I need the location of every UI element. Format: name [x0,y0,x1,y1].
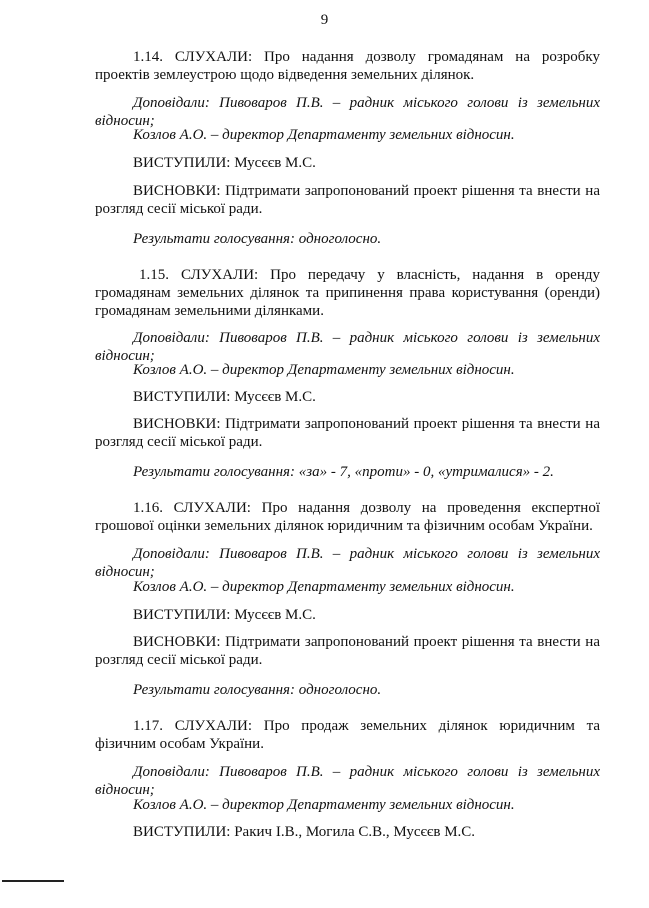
section-1-15-reported-1: Доповідали: Пивоваров П.В. – радник міського голови із земельних відносин; [95,330,600,364]
section-1-17-spoke: ВИСТУПИЛИ: Ракич І.В., Могила С.В., Мусєєв М.С. [133,824,476,840]
section-1-14-spoke: ВИСТУПИЛИ: Мусєєв М.С. [133,155,316,171]
section-1-17-reported-1: Доповідали: Пивоваров П.В. – радник міського голови із земельних відносин; [95,764,600,798]
section-1-16-voting: Результати голосування: одноголосно. [133,682,382,698]
section-1-16-reported-1: Доповідали: Пивоваров П.В. – радник міського голови із земельних відносин; [95,546,600,580]
section-1-14-voting: Результати голосування: одноголосно. [133,231,382,247]
section-1-14-reported-1: Доповідали: Пивоваров П.В. – радник міського голови із земельних відносин; [95,95,600,129]
section-1-15-voting: Результати голосування: «за» - 7, «проти» - 0, «утрималися» - 2. [133,464,554,480]
section-1-15-reported-2: Козлов А.О. – директор Департаменту земельних відносин. [133,362,515,378]
section-1-15-spoke: ВИСТУПИЛИ: Мусєєв М.С. [133,389,316,405]
footer-divider [2,880,64,882]
section-1-15-conclusions: ВИСНОВКИ: Підтримати запропонований проект рішення та внести на розгляд сесії міської ради. [95,416,600,450]
section-1-16-spoke: ВИСТУПИЛИ: Мусєєв М.С. [133,607,316,623]
section-1-14-heard: 1.14. СЛУХАЛИ: Про надання дозволу громадянам на розробку проектів землеустрою щодо відведення земельних ділянок. [95,49,600,83]
section-1-16-heard: 1.16. СЛУХАЛИ: Про надання дозволу на проведення експертної грошової оцінки земельних ділянок юридичним та фізичним особам України. [95,500,600,534]
section-1-14-conclusions: ВИСНОВКИ: Підтримати запропонований проект рішення та внести на розгляд сесії міської ради. [95,183,600,217]
section-1-17-reported-2: Козлов А.О. – директор Департаменту земельних відносин. [133,797,515,813]
section-1-16-conclusions: ВИСНОВКИ: Підтримати запропонований проект рішення та внести на розгляд сесії міської ради. [95,634,600,668]
section-1-15-heard: 1.15. СЛУХАЛИ: Про передачу у власність, надання в оренду громадянам земельних ділянок та припинення права користування (оренди) громадянам земельними ділянками. [95,267,600,319]
section-1-14-reported-2: Козлов А.О. – директор Департаменту земельних відносин. [133,127,515,143]
section-1-16-reported-2: Козлов А.О. – директор Департаменту земельних відносин. [133,579,515,595]
page-number: 9 [320,12,329,28]
section-1-17-heard: 1.17. СЛУХАЛИ: Про продаж земельних ділянок юридичним та фізичним особам України. [95,718,600,752]
